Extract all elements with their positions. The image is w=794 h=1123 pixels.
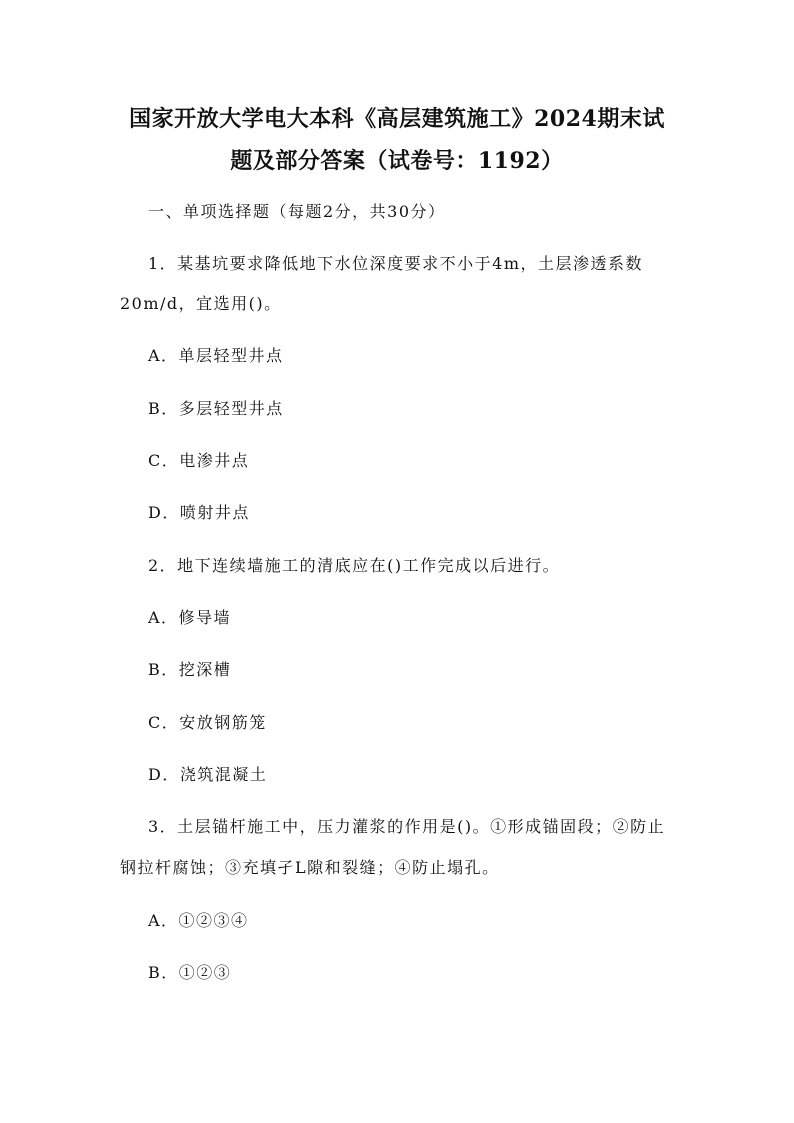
question-3-option-a: A．①②③④ bbox=[148, 911, 249, 930]
question-1-option-c: C．电渗井点 bbox=[148, 451, 250, 470]
question-2-option-b: B．挖深槽 bbox=[148, 660, 232, 679]
question-3-option-b: B．①②③ bbox=[148, 963, 232, 982]
question-2-option-a: A．修导墙 bbox=[148, 608, 232, 627]
section-heading: 一、单项选择题（每题2分，共30分） bbox=[148, 202, 446, 221]
question-2-stem-line-1: 2．地下连续墙施工的清底应在()工作完成以后进行。 bbox=[148, 556, 561, 575]
question-3-stem-line-2: 钢拉杆腐蚀；③充填孑L隙和裂缝；④防止塌孔。 bbox=[120, 858, 500, 877]
question-1-option-a: A．单层轻型井点 bbox=[148, 346, 284, 365]
question-2-option-c: C．安放钢筋笼 bbox=[148, 713, 267, 732]
question-1-stem-line-2: 20m/d，宜选用()。 bbox=[120, 294, 282, 313]
question-3-stem-line-1: 3．土层锚杆施工中，压力灌浆的作用是()。①形成锚固段；②防止 bbox=[148, 817, 666, 836]
page-title-line-2: 题及部分答案（试卷号：1192） bbox=[230, 148, 564, 174]
question-1-option-d: D．喷射井点 bbox=[148, 503, 250, 522]
question-1-option-b: B．多层轻型井点 bbox=[148, 399, 284, 418]
question-2-option-d: D．浇筑混凝土 bbox=[148, 765, 268, 784]
question-1-stem-line-1: 1．某基坑要求降低地下水位深度要求不小于4m，土层渗透系数 bbox=[148, 254, 644, 273]
page-title bbox=[100, 98, 694, 182]
page-title-line-1: 国家开放大学电大本科《高层建筑施工》2024期末试 bbox=[129, 106, 665, 132]
